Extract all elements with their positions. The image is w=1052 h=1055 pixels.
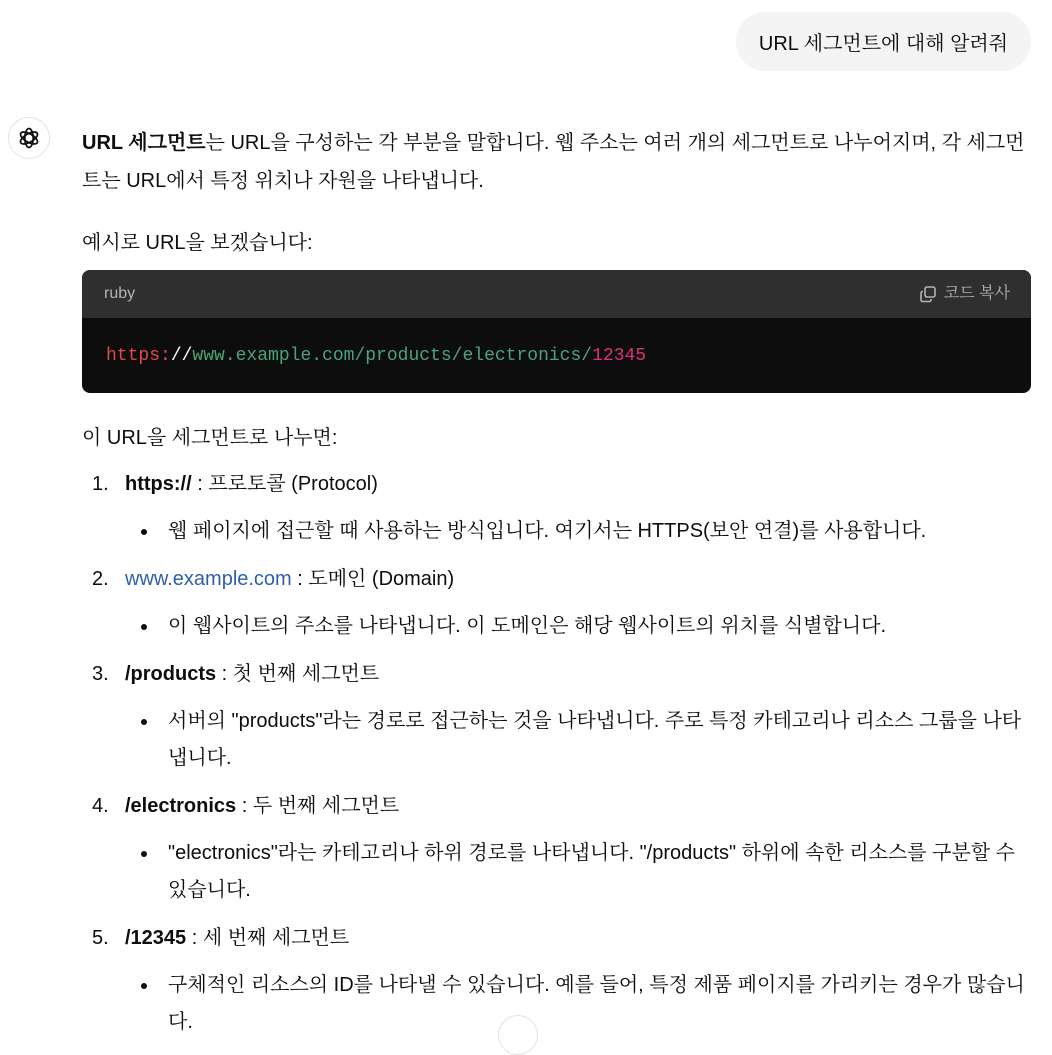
code-block bbox=[82, 270, 1031, 393]
segment-suffix: : 세 번째 세그먼트 bbox=[186, 927, 350, 949]
segment-number: 5. bbox=[92, 927, 109, 949]
segment-suffix: : 프로토콜 (Protocol) bbox=[191, 473, 378, 495]
example-lead-text: 예시로 URL을 보겠습니다: bbox=[82, 232, 313, 254]
code-header bbox=[82, 270, 1031, 318]
segment-description: 웹 페이지에 접근할 때 사용하는 방식입니다. 여기서는 HTTPS(보안 연결)를 사용합니다. bbox=[125, 513, 1030, 550]
user-message-bubble bbox=[736, 12, 1031, 71]
intro-text: 는 URL을 구성하는 각 부분을 말합니다. 웹 주소는 여러 개의 세그먼트로 나누어지며, 각 세그먼트는 URL에서 특정 위치나 자원을 나타냅니다. bbox=[82, 132, 1025, 192]
segment-description: 서버의 "products"라는 경로로 접근하는 것을 나타냅니다. 주로 특정 카테고리나 리소스 그룹을 나타냅니다. bbox=[125, 703, 1030, 777]
segment-item bbox=[82, 465, 1032, 550]
segment-item bbox=[82, 919, 1032, 1041]
segment-suffix: : 도메인 (Domain) bbox=[291, 568, 455, 590]
scroll-down-button[interactable] bbox=[498, 1015, 538, 1055]
intro-paragraph bbox=[82, 124, 1032, 200]
copy-code-button[interactable] bbox=[919, 275, 1010, 313]
openai-logo-icon bbox=[16, 125, 42, 151]
segment-number: 2. bbox=[92, 568, 109, 590]
split-lead-text: 이 URL을 세그먼트로 나누면: bbox=[82, 427, 338, 449]
segment-number: 1. bbox=[92, 473, 109, 495]
segment-number: 3. bbox=[92, 663, 109, 685]
segment-title: https:// bbox=[125, 473, 192, 495]
segment-title: /products bbox=[125, 663, 217, 685]
segment-list bbox=[82, 465, 1032, 1041]
segment-item bbox=[82, 560, 1032, 645]
copy-code-label: 코드 복사 bbox=[943, 285, 1010, 302]
segment-title: /12345 bbox=[125, 927, 187, 949]
domain-link[interactable]: www.example.com bbox=[125, 568, 292, 590]
code-token-number: 12345 bbox=[592, 345, 647, 366]
code-token-slashes: // bbox=[170, 345, 193, 366]
segment-description: "electronics"라는 카테고리나 하위 경로를 나타냅니다. "/products" 하위에 속한 리소스를 구분할 수 있습니다. bbox=[125, 835, 1030, 909]
intro-bold-term: URL 세그먼트 bbox=[82, 132, 206, 154]
segment-item bbox=[82, 655, 1032, 777]
segment-description: 이 웹사이트의 주소를 나타냅니다. 이 도메인은 해당 웹사이트의 위치를 식별합니다. bbox=[125, 608, 1030, 645]
copy-icon bbox=[919, 285, 937, 303]
segment-item bbox=[82, 787, 1032, 909]
code-token-path: www.example.com/products/electronics/ bbox=[192, 345, 593, 366]
code-language-label: ruby bbox=[104, 285, 136, 302]
segment-suffix: : 첫 번째 세그먼트 bbox=[216, 663, 380, 685]
segment-description: 구체적인 리소스의 ID를 나타낼 수 있습니다. 예를 들어, 특정 제품 페이지를 가리키는 경우가 많습니다. bbox=[125, 967, 1030, 1041]
assistant-message bbox=[82, 124, 1032, 1051]
user-message-text: URL 세그먼트에 대해 알려줘 bbox=[758, 33, 1009, 55]
code-token-protocol: https: bbox=[106, 345, 171, 366]
assistant-avatar bbox=[8, 117, 50, 159]
segment-number: 4. bbox=[92, 795, 109, 817]
segment-suffix: : 두 번째 세그먼트 bbox=[236, 795, 400, 817]
code-content bbox=[82, 318, 1031, 393]
segment-title: /electronics bbox=[125, 795, 237, 817]
